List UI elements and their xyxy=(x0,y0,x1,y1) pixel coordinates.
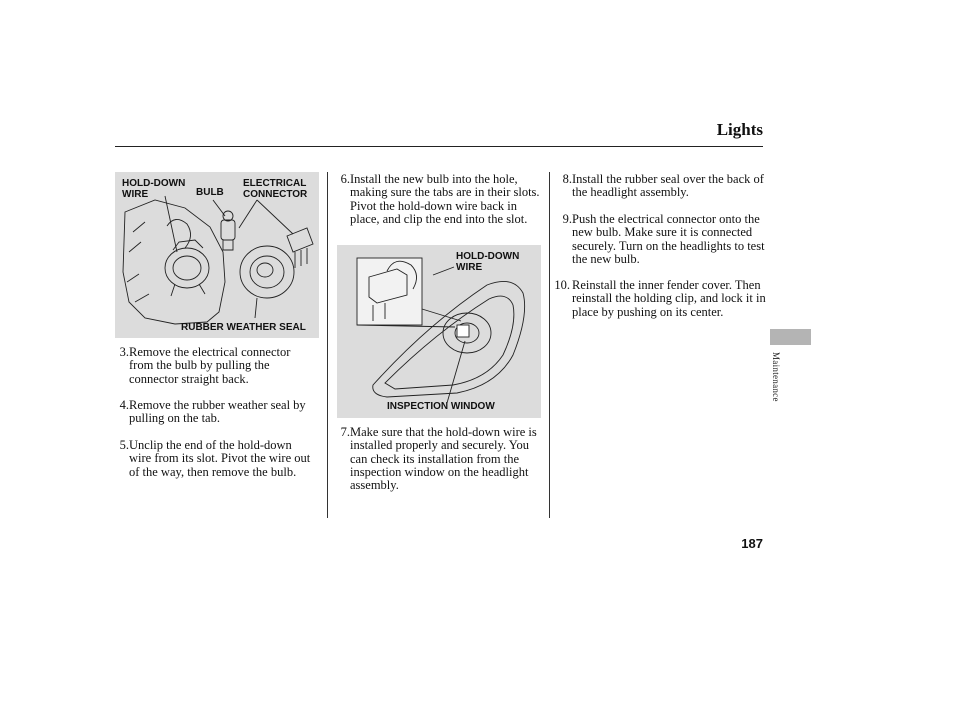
step-item xyxy=(336,173,541,226)
label-rubber-weather-seal: RUBBER WEATHER SEAL xyxy=(181,322,306,333)
step-number: 9. xyxy=(562,212,572,226)
label-electrical-connector: ELECTRICAL CONNECTOR xyxy=(243,178,308,200)
page-title: Lights xyxy=(716,120,763,139)
step-text: Make sure that the hold-down wire is installed properly and securely. You can check its installation from the inspection window on the headlight assembly. xyxy=(350,425,537,493)
section-label: Maintenance xyxy=(771,352,781,402)
column-divider-2 xyxy=(549,172,550,518)
label-hold-down-wire: HOLD-DOWN WIRE xyxy=(122,178,186,200)
figure-headlight-rear xyxy=(115,172,319,338)
label-hold-down-wire: HOLD-DOWN WIRE xyxy=(456,251,520,273)
step-number: 10. xyxy=(554,278,570,292)
step-item xyxy=(550,279,766,319)
step-text: Reinstall the inner fender cover. Then reinstall the holding clip, and lock it in place by pushing on its center. xyxy=(572,278,766,319)
step-item xyxy=(115,439,315,479)
step-text: Remove the electrical connector from the bulb by pulling the connector straight back. xyxy=(129,345,291,386)
page-number: 187 xyxy=(741,536,763,551)
step-number: 6. xyxy=(340,172,350,186)
step-number: 5. xyxy=(119,438,129,452)
figure-inspection-window xyxy=(337,245,541,418)
step-item xyxy=(556,213,766,266)
step-text: Install the new bulb into the hole, making sure the tabs are in their slots. Pivot the hold-down wire back in place, and clip the end into the slot. xyxy=(350,172,540,226)
column-divider-1 xyxy=(327,172,328,518)
step-text: Unclip the end of the hold-down wire from its slot. Pivot the wire out of the way, then remove the bulb. xyxy=(129,438,311,479)
step-number: 3. xyxy=(119,345,129,359)
step-number: 7. xyxy=(340,425,350,439)
step-text: Install the rubber seal over the back of the headlight assembly. xyxy=(572,172,764,200)
label-bulb: BULB xyxy=(196,187,224,198)
step-item xyxy=(336,426,543,492)
step-text: Push the electrical connector onto the new bulb. Make sure it is connected securely. Turn on the headlights to test the new bulb. xyxy=(572,212,765,266)
section-tab xyxy=(770,329,811,345)
step-text: Remove the rubber weather seal by pulling on the tab. xyxy=(129,398,306,426)
header-rule xyxy=(115,146,763,147)
step-item xyxy=(556,173,766,200)
step-number: 4. xyxy=(119,398,129,412)
step-number: 8. xyxy=(562,172,572,186)
label-inspection-window: INSPECTION WINDOW xyxy=(387,401,495,412)
step-item xyxy=(115,399,315,426)
step-item xyxy=(115,346,315,386)
